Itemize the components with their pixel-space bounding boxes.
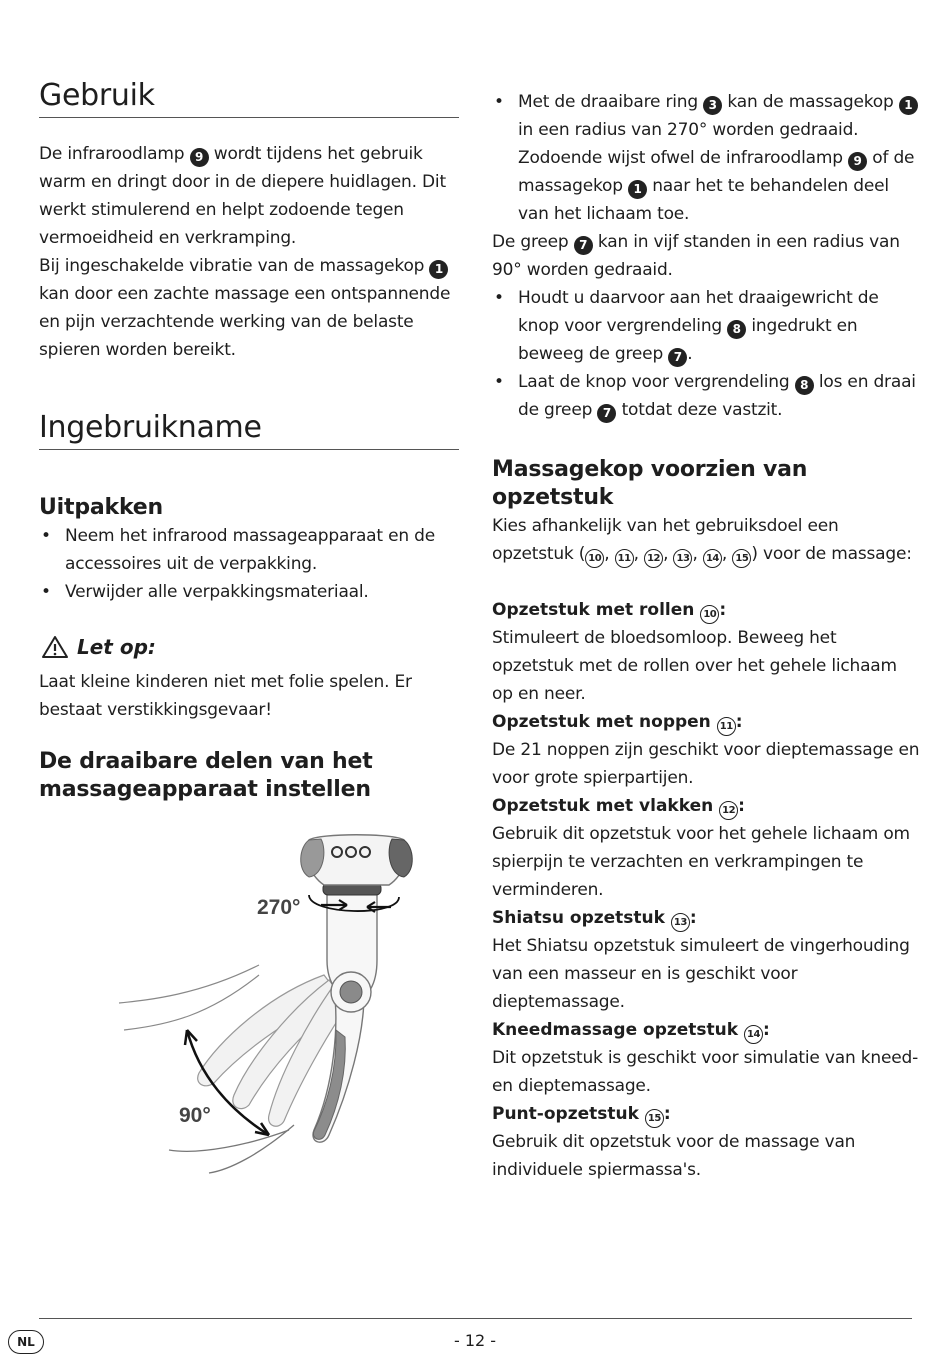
attachment-title: Opzetstuk met noppen 11 : [492,708,920,736]
attachment-text: Dit opzetstuk is geschikt voor simulatie van kneed- en dieptemassage. [492,1048,918,1096]
callout-number: 7 [574,236,593,255]
text: Punt-opzetstuk [492,1104,639,1124]
text: De greep [492,232,569,252]
attachment-title: Kneedmassage opzetstuk 14 : [492,1016,920,1044]
callout-number: 1 [899,96,918,115]
right-column [492,88,920,1184]
list-item: • Neem het infrarood massageapparaat en de accessoires uit de verpakking. [39,522,459,578]
text: ) voor de massage: [751,544,912,564]
callout-number: 11 [615,549,634,568]
language-badge: NL [8,1330,44,1354]
section-title-gebruik: Gebruik [39,78,459,118]
attachment-title: Shiatsu opzetstuk 13 : [492,904,920,932]
gebruik-paragraph-2 [39,252,459,364]
uitpakken-list [39,522,459,606]
text: Shiatsu opzetstuk [492,908,665,928]
callout-number: 9 [848,152,867,171]
attachment-item [492,1100,920,1184]
attachment-title: Opzetstuk met vlakken 12 : [492,792,920,820]
callout-number: 11 [717,717,736,736]
callout-number: 7 [597,404,616,423]
massagekop-intro: Kies afhankelijk van het gebruiksdoel een opzetstuk ( 10 , 11 , 12 , 13 , 14 , 15 ) voor de massage: [492,512,920,568]
attachment-text: De 21 noppen zijn geschikt voor dieptemassage en voor grote spierpartijen. [492,740,920,788]
attachment-title: Punt-opzetstuk 15 : [492,1100,920,1128]
massage-device-illustration [109,825,489,1175]
rotation-label-90: 90° [179,1104,211,1127]
text: totdat deze vastzit. [616,400,783,420]
callout-number: 15 [645,1109,664,1128]
callout-number: 8 [795,376,814,395]
text: naar het te behandelen deel van het lichaam toe. [518,176,889,224]
list-item [492,368,920,424]
text: Opzetstuk met noppen [492,712,711,732]
text: Met de draaibare ring [518,92,698,112]
callout-number: 14 [744,1025,763,1044]
section-title-ingebruikname: Ingebruikname [39,410,459,450]
greep-paragraph [492,228,920,284]
callout-number: 1 [628,180,647,199]
text: kan door een zachte massage een ontspannende en pijn verzachtende werking van de belaste spieren worden bereikt. [39,284,451,360]
callout-number: 1 [429,260,448,279]
warning-title: Let op: [77,635,156,659]
text: los en draai de greep [518,372,916,420]
attachment-text: Gebruik dit opzetstuk voor het gehele lichaam om spierpijn te verzachten en verkrampingen te verminderen. [492,824,910,900]
text: Bij ingeschakelde vibratie van de massagekop [39,256,425,276]
callout-number: 10 [700,605,719,624]
attachment-item [492,708,920,792]
text: in een radius van 270° worden gedraaid. Zodoende wijst ofwel de infraroodlamp [518,120,859,168]
attachment-title: Opzetstuk met rollen 10 : [492,596,920,624]
text: De infraroodlamp [39,144,185,164]
gebruik-paragraph-1 [39,140,459,252]
draai-list-1 [492,88,920,228]
text: of de massagekop [518,148,915,196]
attachment-list [492,596,920,1184]
callout-number: 10 [585,549,604,568]
callout-number: 8 [727,320,746,339]
subsection-title-draaibare-delen: De draaibare delen van het massageapparaat instellen [39,749,373,802]
callout-number: 9 [190,148,209,167]
draai-list-2 [492,284,920,424]
rotation-label-270: 270° [257,896,301,919]
text: kan in vijf standen in een radius van 90° worden gedraaid. [492,232,900,280]
text: Kneedmassage opzetstuk [492,1020,739,1040]
warning-triangle-icon [41,635,69,659]
attachment-item [492,904,920,1016]
text: Laat de knop voor vergrendeling [518,372,790,392]
attachment-item [492,596,920,708]
warning-heading [39,632,459,662]
callout-number: 3 [703,96,722,115]
attachment-item [492,792,920,904]
text: wordt tijdens het gebruik warm en dringt door in de diepere huidlagen. Dit werkt stimulerend en helpt zodoende tegen vermoeidheid en verkramping. [39,144,446,248]
text: Opzetstuk met rollen [492,600,695,620]
text: . [687,344,693,364]
page-number: - 12 - [453,1331,497,1350]
callout-number: 12 [644,549,663,568]
list-item [492,284,920,368]
subsection-title-uitpakken: Uitpakken [39,495,163,520]
attachment-text: Stimuleert de bloedsomloop. Beweeg het opzetstuk met de rollen over het gehele lichaam op en neer. [492,628,897,704]
text: kan de massagekop [722,92,894,112]
callout-number: 13 [673,549,692,568]
attachment-text: Het Shiatsu opzetstuk simuleert de vingerhouding van een masseur en is geschikt voor dieptemassage. [492,936,910,1012]
left-column [39,0,459,1127]
text: Kies afhankelijk van het gebruiksdoel een opzetstuk ( [492,516,839,564]
list-item: • Verwijder alle verpakkingsmateriaal. [39,578,459,606]
text: ingedrukt en beweeg de greep [518,316,858,364]
attachment-text: Gebruik dit opzetstuk voor de massage van individuele spiermassa's. [492,1132,856,1180]
subsection-title-massagekop: Massagekop voorzien van opzetstuk [492,457,808,510]
callout-number: 7 [668,348,687,367]
callout-number: 15 [732,549,751,568]
footer-divider [39,1318,912,1319]
attachment-item [492,1016,920,1100]
text: Opzetstuk met vlakken [492,796,714,816]
callout-number: 14 [703,549,722,568]
callout-number: 12 [719,801,738,820]
warning-text: Laat kleine kinderen niet met folie spelen. Er bestaat verstikkingsgevaar! [39,672,412,720]
text: Houdt u daarvoor aan het draaigewricht de knop voor vergrendeling [518,288,879,336]
callout-number: 13 [671,913,690,932]
list-item [492,88,920,228]
